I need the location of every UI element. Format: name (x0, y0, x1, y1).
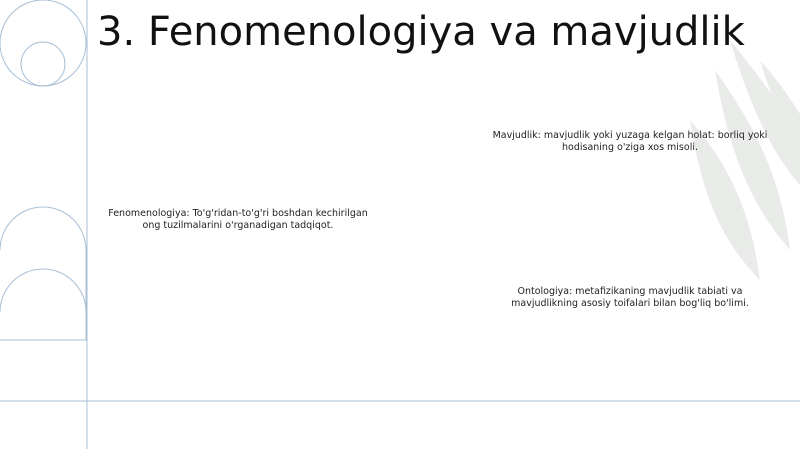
slide-title: 3. Fenomenologiya va mavjudlik (97, 9, 745, 55)
leaf-decoration (620, 30, 800, 290)
text-block-fenomenologiya: Fenomenologiya: To'g'ridan-to'g'ri boshdan kechirilgan ong tuzilmalarini o'rganadigan tadqiqot. (108, 208, 368, 231)
small-circle (21, 42, 65, 86)
large-circle (0, 0, 86, 86)
text-block-mavjudlik: Mavjudlik: mavjudlik yoki yuzaga kelgan holat: borliq yoki hodisaning o'ziga xos misoli. (492, 130, 768, 153)
upper-arch (0, 207, 86, 340)
lower-arch (0, 269, 86, 312)
text-block-ontologiya: Ontologiya: metafizikaning mavjudlik tabiati va mavjudlikning asosiy toifalari bilan bog'liq bo'limi. (511, 286, 749, 309)
